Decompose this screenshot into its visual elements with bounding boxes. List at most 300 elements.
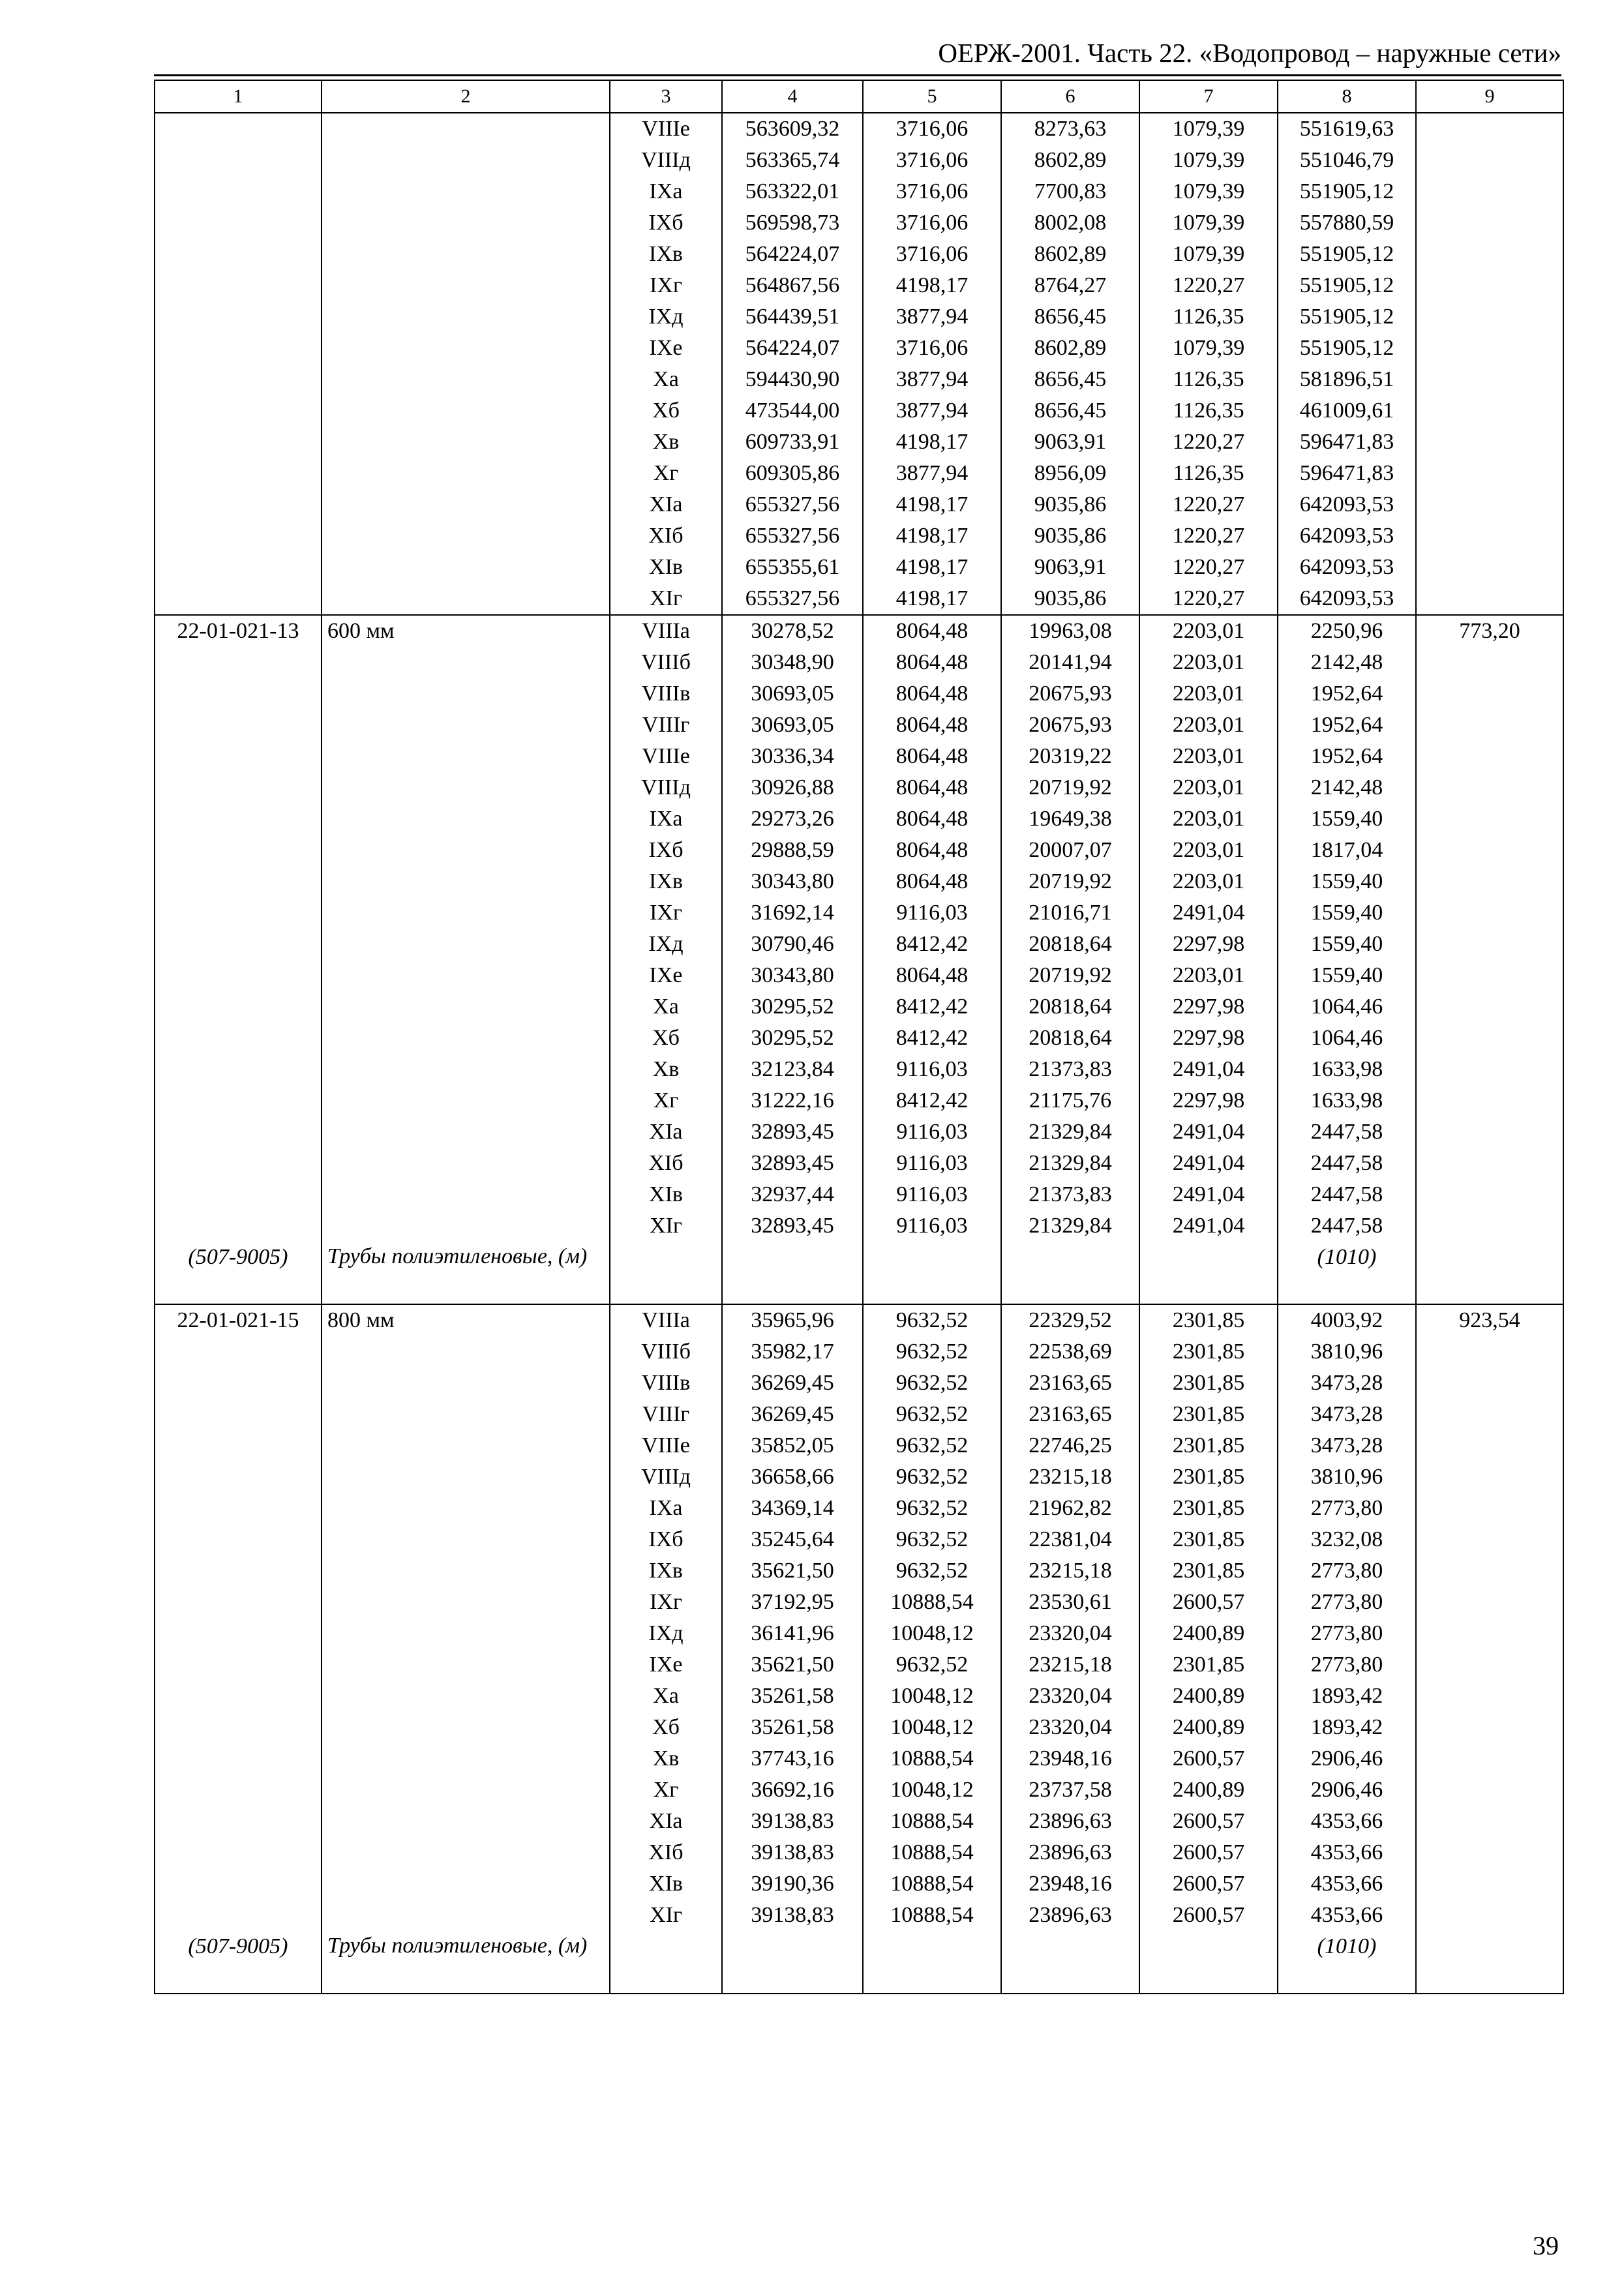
empty-cell	[322, 803, 610, 835]
table-cell: 2203,01	[1139, 741, 1278, 772]
table-row	[155, 1304, 1563, 1336]
empty-cell	[722, 1931, 863, 1994]
table-cell: 2203,01	[1139, 615, 1278, 647]
table-cell: 2301,85	[1139, 1524, 1278, 1555]
table-cell: 2203,01	[1139, 772, 1278, 803]
table-cell: VIIIa	[610, 615, 722, 647]
empty-cell	[322, 426, 610, 458]
empty-cell	[1416, 1868, 1563, 1900]
empty-cell	[155, 960, 322, 991]
table-row	[155, 1430, 1563, 1461]
table-cell: 9116,03	[863, 1116, 1001, 1148]
table-cell: 20141,94	[1001, 647, 1139, 678]
table-cell: 29273,26	[722, 803, 863, 835]
table-cell: 8412,42	[863, 1085, 1001, 1116]
table-cell: 9116,03	[863, 1148, 1001, 1179]
empty-cell	[1416, 647, 1563, 678]
table-cell: 10888,54	[863, 1900, 1001, 1931]
table-cell: 20007,07	[1001, 835, 1139, 866]
table-cell: 1559,40	[1278, 960, 1416, 991]
table-cell: 563322,01	[722, 176, 863, 207]
table-cell: 20818,64	[1001, 1023, 1139, 1054]
empty-cell	[1416, 552, 1563, 583]
table-row	[155, 426, 1563, 458]
table-cell: 2297,98	[1139, 1085, 1278, 1116]
table-cell: 2142,48	[1278, 647, 1416, 678]
material-qty: (1010)	[1278, 1931, 1416, 1994]
rate-code: 22-01-021-13	[155, 615, 322, 647]
table-cell: 473544,00	[722, 395, 863, 426]
empty-cell	[155, 1336, 322, 1368]
empty-cell	[155, 1524, 322, 1555]
empty-cell	[155, 647, 322, 678]
table-cell: 10048,12	[863, 1681, 1001, 1712]
table-cell: IXд	[610, 301, 722, 333]
table-cell: 8064,48	[863, 960, 1001, 991]
table-cell: VIIIa	[610, 1304, 722, 1336]
col-header-6: 6	[1001, 80, 1139, 113]
table-cell: 20719,92	[1001, 866, 1139, 897]
table-cell: 8064,48	[863, 835, 1001, 866]
empty-cell	[322, 1900, 610, 1931]
table-cell: XIв	[610, 1868, 722, 1900]
table-cell: VIIIв	[610, 678, 722, 710]
empty-cell	[322, 270, 610, 301]
table-cell: 23896,63	[1001, 1837, 1139, 1868]
table-cell: 551905,12	[1278, 333, 1416, 364]
empty-cell	[322, 929, 610, 960]
table-cell: 21329,84	[1001, 1148, 1139, 1179]
table-cell: 2297,98	[1139, 1023, 1278, 1054]
empty-cell	[1416, 803, 1563, 835]
table-cell: 2773,80	[1278, 1493, 1416, 1524]
table-cell: 2600,57	[1139, 1587, 1278, 1618]
table-cell: 3810,96	[1278, 1336, 1416, 1368]
table-cell: 1893,42	[1278, 1681, 1416, 1712]
table-cell: 1220,27	[1139, 270, 1278, 301]
table-row	[155, 1681, 1563, 1712]
material-qty: (1010)	[1278, 1242, 1416, 1304]
table-cell: 3877,94	[863, 458, 1001, 489]
table-cell: 4003,92	[1278, 1304, 1416, 1336]
material-row	[155, 1242, 1563, 1304]
empty-cell	[155, 866, 322, 897]
empty-cell	[155, 1618, 322, 1649]
table-cell: 39138,83	[722, 1900, 863, 1931]
table-row	[155, 1743, 1563, 1774]
empty-cell	[610, 1931, 722, 1994]
empty-cell	[155, 583, 322, 615]
table-cell: 563609,32	[722, 113, 863, 145]
empty-cell	[1416, 1555, 1563, 1587]
table-row	[155, 1900, 1563, 1931]
empty-cell	[322, 897, 610, 929]
table-cell: IXe	[610, 960, 722, 991]
empty-cell	[155, 1210, 322, 1242]
empty-cell	[322, 960, 610, 991]
table-cell: XIб	[610, 1837, 722, 1868]
empty-cell	[155, 239, 322, 270]
table-row	[155, 1618, 1563, 1649]
table-cell: 10888,54	[863, 1806, 1001, 1837]
empty-cell	[1416, 520, 1563, 552]
table-cell: 1559,40	[1278, 803, 1416, 835]
empty-cell	[155, 552, 322, 583]
rate-name: 800 мм	[322, 1304, 610, 1336]
table-cell: 8412,42	[863, 929, 1001, 960]
table-cell: 1079,39	[1139, 207, 1278, 239]
table-cell: 8064,48	[863, 710, 1001, 741]
table-cell: XIб	[610, 520, 722, 552]
empty-cell	[1416, 395, 1563, 426]
table-body	[155, 113, 1563, 1994]
empty-cell	[155, 1806, 322, 1837]
table-cell: 20818,64	[1001, 929, 1139, 960]
table-cell: 4353,66	[1278, 1806, 1416, 1837]
rate-code	[155, 113, 322, 145]
table-cell: 2301,85	[1139, 1304, 1278, 1336]
table-cell: 7700,83	[1001, 176, 1139, 207]
table-cell: 30336,34	[722, 741, 863, 772]
table-cell: 31692,14	[722, 897, 863, 929]
table-cell: IXб	[610, 207, 722, 239]
table-cell: 32893,45	[722, 1210, 863, 1242]
table-cell: 3877,94	[863, 301, 1001, 333]
rate-name	[322, 113, 610, 145]
table-cell: 1952,64	[1278, 678, 1416, 710]
table-cell: 30926,88	[722, 772, 863, 803]
table-cell: 2301,85	[1139, 1649, 1278, 1681]
table-cell: 8602,89	[1001, 145, 1139, 176]
empty-cell	[1416, 1618, 1563, 1649]
table-cell: 2203,01	[1139, 835, 1278, 866]
table-cell: 655327,56	[722, 583, 863, 615]
table-row	[155, 239, 1563, 270]
table-cell: 39190,36	[722, 1868, 863, 1900]
table-cell: 4198,17	[863, 270, 1001, 301]
empty-cell	[1416, 897, 1563, 929]
empty-cell	[1416, 1116, 1563, 1148]
empty-cell	[155, 1085, 322, 1116]
table-cell: 551905,12	[1278, 270, 1416, 301]
table-cell: 1126,35	[1139, 301, 1278, 333]
table-cell: 21016,71	[1001, 897, 1139, 929]
table-row	[155, 1712, 1563, 1743]
table-cell: IXв	[610, 866, 722, 897]
empty-cell	[155, 710, 322, 741]
empty-cell	[1139, 1931, 1278, 1994]
empty-cell	[1416, 1368, 1563, 1399]
empty-cell	[1416, 1743, 1563, 1774]
empty-cell	[322, 1649, 610, 1681]
table-cell: 4198,17	[863, 489, 1001, 520]
empty-cell	[322, 1336, 610, 1368]
table-cell: Xa	[610, 364, 722, 395]
table-cell: 8602,89	[1001, 333, 1139, 364]
empty-cell	[155, 1681, 322, 1712]
empty-cell	[1416, 364, 1563, 395]
table-cell: VIIIд	[610, 1461, 722, 1493]
table-cell: 35261,58	[722, 1712, 863, 1743]
empty-cell	[322, 1493, 610, 1524]
table-cell: Xб	[610, 1023, 722, 1054]
table-cell: 2203,01	[1139, 710, 1278, 741]
empty-cell	[322, 176, 610, 207]
table-cell: 23320,04	[1001, 1681, 1139, 1712]
empty-cell	[1416, 426, 1563, 458]
table-cell: 9632,52	[863, 1336, 1001, 1368]
table-cell: 30790,46	[722, 929, 863, 960]
table-cell: 35621,50	[722, 1555, 863, 1587]
table-cell: 4353,66	[1278, 1868, 1416, 1900]
empty-cell	[1416, 1774, 1563, 1806]
empty-cell	[1416, 458, 1563, 489]
table-cell: 1220,27	[1139, 426, 1278, 458]
empty-cell	[1416, 333, 1563, 364]
table-cell: 10048,12	[863, 1712, 1001, 1743]
empty-cell	[1416, 1681, 1563, 1712]
table-cell: 21329,84	[1001, 1116, 1139, 1148]
table-row	[155, 1368, 1563, 1399]
table-row	[155, 647, 1563, 678]
table-cell: 23948,16	[1001, 1743, 1139, 1774]
table-cell: Xг	[610, 1085, 722, 1116]
table-cell: 22381,04	[1001, 1524, 1139, 1555]
empty-cell	[155, 520, 322, 552]
table-cell: 2301,85	[1139, 1461, 1278, 1493]
empty-cell	[322, 1430, 610, 1461]
empty-cell	[1416, 270, 1563, 301]
table-cell: 3473,28	[1278, 1368, 1416, 1399]
table-cell: 563365,74	[722, 145, 863, 176]
table-cell: 39138,83	[722, 1837, 863, 1868]
table-cell: 642093,53	[1278, 583, 1416, 615]
col9-value	[1416, 113, 1563, 145]
table-cell: VIIIг	[610, 710, 722, 741]
table-cell: 8064,48	[863, 678, 1001, 710]
empty-cell	[155, 207, 322, 239]
empty-cell	[1416, 489, 1563, 520]
table-cell: 30348,90	[722, 647, 863, 678]
table-row	[155, 176, 1563, 207]
table-cell: 2906,46	[1278, 1743, 1416, 1774]
table-cell: XIa	[610, 489, 722, 520]
empty-cell	[322, 710, 610, 741]
table-cell: 8412,42	[863, 991, 1001, 1023]
table-cell: 1559,40	[1278, 897, 1416, 929]
table-cell: 1220,27	[1139, 489, 1278, 520]
table-cell: 1559,40	[1278, 866, 1416, 897]
table-cell: 2773,80	[1278, 1555, 1416, 1587]
empty-cell	[322, 772, 610, 803]
table-cell: 9116,03	[863, 897, 1001, 929]
table-cell: 20719,92	[1001, 772, 1139, 803]
empty-cell	[1416, 741, 1563, 772]
table-cell: XIб	[610, 1148, 722, 1179]
table-cell: 23948,16	[1001, 1868, 1139, 1900]
table-cell: IXд	[610, 929, 722, 960]
table-cell: 9035,86	[1001, 489, 1139, 520]
table-cell: 37743,16	[722, 1743, 863, 1774]
table-cell: 1126,35	[1139, 395, 1278, 426]
table-cell: 37192,95	[722, 1587, 863, 1618]
empty-cell	[155, 1461, 322, 1493]
empty-cell	[1416, 1179, 1563, 1210]
table-cell: 2301,85	[1139, 1493, 1278, 1524]
empty-cell	[1001, 1242, 1139, 1304]
empty-cell	[155, 1179, 322, 1210]
rates-table	[154, 80, 1564, 1994]
empty-cell	[322, 1179, 610, 1210]
table-row	[155, 395, 1563, 426]
table-cell: 32123,84	[722, 1054, 863, 1085]
empty-cell	[155, 395, 322, 426]
empty-cell	[863, 1931, 1001, 1994]
empty-cell	[322, 145, 610, 176]
table-cell: 8002,08	[1001, 207, 1139, 239]
table-cell: 1079,39	[1139, 145, 1278, 176]
table-cell: 2203,01	[1139, 647, 1278, 678]
empty-cell	[1416, 1837, 1563, 1868]
table-cell: 596471,83	[1278, 426, 1416, 458]
page-header: ОЕРЖ-2001. Часть 22. «Водопровод – наружные сети»	[938, 38, 1561, 68]
table-row	[155, 1461, 1563, 1493]
empty-cell	[322, 835, 610, 866]
table-row	[155, 333, 1563, 364]
table-cell: 2491,04	[1139, 897, 1278, 929]
table-cell: 9116,03	[863, 1179, 1001, 1210]
empty-cell	[863, 1242, 1001, 1304]
empty-cell	[1416, 1399, 1563, 1430]
table-cell: IXa	[610, 176, 722, 207]
table-cell: 2447,58	[1278, 1210, 1416, 1242]
empty-cell	[322, 239, 610, 270]
table-cell: 30295,52	[722, 991, 863, 1023]
table-cell: 34369,14	[722, 1493, 863, 1524]
table-cell: 1633,98	[1278, 1085, 1416, 1116]
col-header-2: 2	[322, 80, 610, 113]
empty-cell	[1416, 1023, 1563, 1054]
table-cell: 2142,48	[1278, 772, 1416, 803]
table-cell: IXб	[610, 835, 722, 866]
table-cell: 30343,80	[722, 866, 863, 897]
table-cell: 23896,63	[1001, 1806, 1139, 1837]
table-cell: 2203,01	[1139, 866, 1278, 897]
table-cell: 2773,80	[1278, 1618, 1416, 1649]
column-number-row	[155, 80, 1563, 113]
table-row	[155, 1179, 1563, 1210]
table-cell: 30693,05	[722, 678, 863, 710]
table-cell: 19649,38	[1001, 803, 1139, 835]
table-row	[155, 1649, 1563, 1681]
empty-cell	[1416, 1054, 1563, 1085]
material-name: Трубы полиэтиленовые, (м)	[322, 1931, 610, 1994]
table-row	[155, 615, 1563, 647]
table-cell: 1079,39	[1139, 333, 1278, 364]
empty-cell	[155, 772, 322, 803]
table-cell: 3877,94	[863, 395, 1001, 426]
empty-cell	[1416, 960, 1563, 991]
table-cell: 551619,63	[1278, 113, 1416, 145]
table-row	[155, 1493, 1563, 1524]
empty-cell	[155, 1399, 322, 1430]
empty-cell	[1416, 1587, 1563, 1618]
table-cell: 2491,04	[1139, 1148, 1278, 1179]
empty-cell	[322, 647, 610, 678]
table-cell: 2400,89	[1139, 1774, 1278, 1806]
table-cell: 2491,04	[1139, 1179, 1278, 1210]
empty-cell	[155, 301, 322, 333]
table-cell: XIa	[610, 1116, 722, 1148]
table-cell: XIг	[610, 1210, 722, 1242]
table-cell: 2250,96	[1278, 615, 1416, 647]
table-row	[155, 1148, 1563, 1179]
empty-cell	[155, 991, 322, 1023]
col9-value: 923,54	[1416, 1304, 1563, 1336]
empty-cell	[155, 897, 322, 929]
table-row	[155, 207, 1563, 239]
empty-cell	[322, 1116, 610, 1148]
table-row	[155, 113, 1563, 145]
table-cell: 10888,54	[863, 1837, 1001, 1868]
table-cell: 36269,45	[722, 1368, 863, 1399]
table-cell: 564867,56	[722, 270, 863, 301]
table-row	[155, 1774, 1563, 1806]
table-cell: 4198,17	[863, 426, 1001, 458]
empty-cell	[155, 1148, 322, 1179]
table-cell: 9116,03	[863, 1210, 1001, 1242]
table-row	[155, 145, 1563, 176]
rate-code: 22-01-021-15	[155, 1304, 322, 1336]
empty-cell	[322, 489, 610, 520]
table-row	[155, 678, 1563, 710]
empty-cell	[322, 1774, 610, 1806]
table-cell: 23320,04	[1001, 1618, 1139, 1649]
table-cell: 9632,52	[863, 1649, 1001, 1681]
empty-cell	[322, 1524, 610, 1555]
table-cell: 3877,94	[863, 364, 1001, 395]
empty-cell	[155, 1743, 322, 1774]
table-cell: 4198,17	[863, 583, 1001, 615]
table-cell: 36141,96	[722, 1618, 863, 1649]
table-row	[155, 1587, 1563, 1618]
table-cell: 23215,18	[1001, 1555, 1139, 1587]
empty-cell	[1416, 835, 1563, 866]
table-cell: 1220,27	[1139, 583, 1278, 615]
table-cell: 594430,90	[722, 364, 863, 395]
table-cell: Xг	[610, 458, 722, 489]
col-header-1: 1	[155, 80, 322, 113]
empty-cell	[1416, 239, 1563, 270]
empty-cell	[322, 364, 610, 395]
empty-cell	[1416, 1461, 1563, 1493]
table-cell: XIв	[610, 552, 722, 583]
table-cell: 1633,98	[1278, 1054, 1416, 1085]
table-cell: IXв	[610, 1555, 722, 1587]
empty-cell	[155, 1555, 322, 1587]
empty-cell	[155, 741, 322, 772]
empty-cell	[322, 1461, 610, 1493]
empty-cell	[155, 1368, 322, 1399]
header-rule	[154, 74, 1561, 76]
material-name: Трубы полиэтиленовые, (м)	[322, 1242, 610, 1304]
table-cell: 557880,59	[1278, 207, 1416, 239]
empty-cell	[1416, 1336, 1563, 1368]
empty-cell	[1416, 929, 1563, 960]
empty-cell	[155, 458, 322, 489]
empty-cell	[322, 1368, 610, 1399]
table-cell: 8064,48	[863, 803, 1001, 835]
